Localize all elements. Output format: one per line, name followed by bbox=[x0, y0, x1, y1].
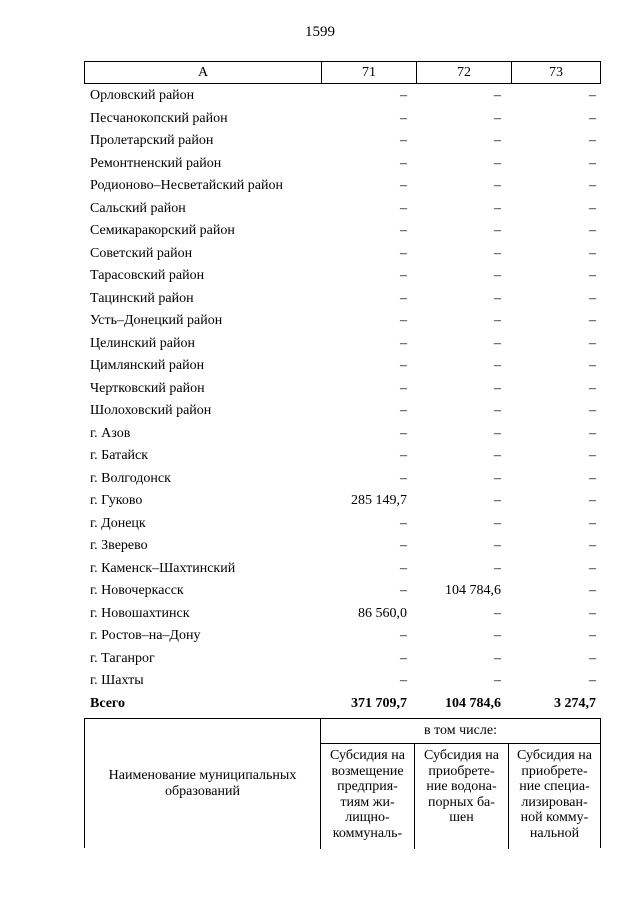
header-text-line: возмещение bbox=[331, 763, 404, 779]
value-col-71: – bbox=[400, 110, 407, 126]
value-col-71: – bbox=[400, 313, 407, 329]
value-col-73: – bbox=[589, 403, 596, 419]
value-col-71: – bbox=[400, 425, 407, 441]
municipality-name: Родионово–Несветайский район bbox=[90, 178, 283, 194]
value-col-72: – bbox=[494, 650, 501, 666]
header-text-line: Субсидия на bbox=[424, 748, 499, 763]
value-col-73: – bbox=[589, 178, 596, 194]
municipality-name: Семикаракорский район bbox=[90, 223, 235, 239]
header-text-line: лизирован- bbox=[521, 794, 588, 810]
header-col-73: 73 bbox=[549, 64, 563, 80]
municipality-name: Орловский район bbox=[90, 88, 195, 104]
header-col-72: 72 bbox=[417, 62, 512, 83]
value-col-73: – bbox=[589, 583, 596, 599]
header-text-line: тиям жи- bbox=[340, 794, 395, 810]
table-row bbox=[84, 175, 601, 198]
municipality-name: г. Шахты bbox=[90, 673, 144, 689]
municipality-name: г. Новошахтинск bbox=[90, 605, 190, 621]
municipality-name: г. Новочеркасск bbox=[90, 583, 184, 599]
header-text-line: порных ба- bbox=[428, 794, 495, 810]
subsidy-col-1-header bbox=[321, 744, 415, 849]
total-row bbox=[84, 693, 601, 716]
header-text-line: ние водона- bbox=[426, 779, 497, 794]
value-col-71: – bbox=[400, 133, 407, 149]
value-col-71: – bbox=[400, 200, 407, 216]
value-col-71: – bbox=[400, 560, 407, 576]
value-col-71: 86 560,0 bbox=[358, 605, 407, 621]
municipality-name: Сальский район bbox=[90, 200, 186, 216]
value-col-72: – bbox=[494, 155, 501, 171]
value-col-73: – bbox=[589, 673, 596, 689]
value-col-73: – bbox=[589, 425, 596, 441]
municipality-name: г. Таганрог bbox=[90, 650, 155, 666]
value-col-72: – bbox=[494, 200, 501, 216]
header-text-line: ние специа- bbox=[519, 779, 590, 794]
table-row bbox=[84, 468, 601, 491]
value-col-72: – bbox=[494, 380, 501, 396]
municipality-name: Целинский район bbox=[90, 335, 195, 351]
municipality-name: Тацинский район bbox=[90, 290, 194, 306]
value-col-73: – bbox=[589, 538, 596, 554]
municipality-name: г. Волгодонск bbox=[90, 470, 171, 486]
table-row bbox=[84, 378, 601, 401]
value-col-73: – bbox=[589, 110, 596, 126]
value-col-71: – bbox=[400, 538, 407, 554]
value-col-72: – bbox=[494, 628, 501, 644]
value-col-72: – bbox=[494, 88, 501, 104]
value-col-73: – bbox=[589, 650, 596, 666]
table-header-row bbox=[84, 61, 601, 84]
value-col-72: – bbox=[494, 313, 501, 329]
value-col-72: – bbox=[494, 538, 501, 554]
table-row bbox=[84, 198, 601, 221]
value-col-72: – bbox=[494, 605, 501, 621]
header-col-71: 71 bbox=[322, 62, 417, 83]
table-row bbox=[84, 580, 601, 603]
municipality-name: Всего bbox=[90, 695, 125, 711]
table-row bbox=[84, 535, 601, 558]
municipality-name: Цимлянский район bbox=[90, 358, 205, 374]
value-col-72: – bbox=[494, 425, 501, 441]
value-col-73: – bbox=[589, 245, 596, 261]
municipality-name: Советский район bbox=[90, 245, 193, 261]
value-col-71: – bbox=[400, 673, 407, 689]
value-col-71: – bbox=[400, 380, 407, 396]
value-col-73: – bbox=[589, 223, 596, 239]
table-row bbox=[84, 243, 601, 266]
value-col-73: 3 274,7 bbox=[554, 695, 596, 711]
value-col-71: 371 709,7 bbox=[351, 695, 407, 711]
table-row bbox=[84, 490, 601, 513]
value-col-72: – bbox=[494, 268, 501, 284]
header-text-line: Субсидия на bbox=[517, 748, 592, 763]
value-col-71: – bbox=[400, 290, 407, 306]
table-row bbox=[84, 670, 601, 693]
table-row bbox=[84, 153, 601, 176]
value-col-73: – bbox=[589, 628, 596, 644]
municipality-name: Тарасовский район bbox=[90, 268, 205, 284]
value-col-73: – bbox=[589, 200, 596, 216]
value-col-73: – bbox=[589, 155, 596, 171]
table-row bbox=[84, 648, 601, 671]
subsidy-col-2-header bbox=[415, 744, 509, 849]
table-row bbox=[84, 445, 601, 468]
table-row bbox=[84, 333, 601, 356]
value-col-73: – bbox=[589, 133, 596, 149]
municipality-name: г. Каменск–Шахтинский bbox=[90, 560, 236, 576]
table-row bbox=[84, 265, 601, 288]
value-col-72: – bbox=[494, 245, 501, 261]
value-col-72: – bbox=[494, 560, 501, 576]
table-body bbox=[84, 85, 601, 715]
value-col-73: – bbox=[589, 335, 596, 351]
value-col-72: – bbox=[494, 470, 501, 486]
table-row bbox=[84, 423, 601, 446]
municipality-name: г. Донецк bbox=[90, 515, 146, 531]
value-col-73: – bbox=[589, 268, 596, 284]
value-col-71: – bbox=[400, 650, 407, 666]
value-col-73: – bbox=[589, 470, 596, 486]
header-text-line: ной комму- bbox=[520, 810, 589, 825]
value-col-71: – bbox=[400, 628, 407, 644]
value-col-71: – bbox=[400, 470, 407, 486]
municipality-name: Песчанокопский район bbox=[90, 110, 228, 126]
header-text-line: лищно- bbox=[345, 810, 390, 825]
value-col-71: – bbox=[400, 178, 407, 194]
municipality-name: Усть–Донецкий район bbox=[90, 313, 223, 329]
value-col-71: – bbox=[400, 223, 407, 239]
header-text-line: нальной bbox=[529, 825, 580, 841]
value-col-73: – bbox=[589, 605, 596, 621]
municipality-name: г. Азов bbox=[90, 425, 131, 441]
continuation-header-table bbox=[84, 718, 601, 848]
subsidy-col-3-header bbox=[509, 744, 600, 849]
value-col-72: – bbox=[494, 178, 501, 194]
value-col-72: – bbox=[494, 358, 501, 374]
header-text-line: коммуналь- bbox=[332, 825, 403, 841]
municipal-names-header: Наименование муниципальных образований bbox=[85, 719, 321, 849]
value-col-72: – bbox=[494, 335, 501, 351]
value-col-73: – bbox=[589, 358, 596, 374]
header-text-line: приобрете- bbox=[428, 763, 495, 779]
value-col-71: – bbox=[400, 88, 407, 104]
header-text-line: предприя- bbox=[337, 779, 398, 794]
value-col-71: 285 149,7 bbox=[351, 493, 407, 509]
municipality-name: Чертковский район bbox=[90, 380, 205, 396]
value-col-72: – bbox=[494, 673, 501, 689]
value-col-73: – bbox=[589, 448, 596, 464]
value-col-71: – bbox=[400, 155, 407, 171]
value-col-71: – bbox=[400, 515, 407, 531]
value-col-72: – bbox=[494, 133, 501, 149]
value-col-71: – bbox=[400, 583, 407, 599]
value-col-71: – bbox=[400, 358, 407, 374]
table-row bbox=[84, 310, 601, 333]
value-col-72: – bbox=[494, 448, 501, 464]
value-col-73: – bbox=[589, 290, 596, 306]
header-text-line: шен bbox=[449, 810, 474, 825]
municipality-name: Пролетарский район bbox=[90, 133, 214, 149]
table-row bbox=[84, 625, 601, 648]
page-number: 1599 bbox=[305, 24, 335, 40]
municipality-name: Шолоховский район bbox=[90, 403, 212, 419]
table-row bbox=[84, 513, 601, 536]
header-col-a: A bbox=[85, 62, 322, 83]
value-col-73: – bbox=[589, 560, 596, 576]
value-col-72: – bbox=[494, 403, 501, 419]
value-col-73: – bbox=[589, 493, 596, 509]
value-col-72: – bbox=[494, 290, 501, 306]
table-row bbox=[84, 130, 601, 153]
municipality-name: г. Гуково bbox=[90, 493, 143, 509]
value-col-71: – bbox=[400, 268, 407, 284]
table-row bbox=[84, 220, 601, 243]
table-row bbox=[84, 558, 601, 581]
header-text-line: приобрете- bbox=[521, 763, 588, 779]
value-col-72: – bbox=[494, 493, 501, 509]
municipality-name: г. Ростов–на–Дону bbox=[90, 628, 201, 644]
header-text-line: Субсидия на bbox=[330, 748, 405, 763]
municipality-name: Ремонтненский район bbox=[90, 155, 222, 171]
value-col-73: – bbox=[589, 515, 596, 531]
value-col-72: – bbox=[494, 223, 501, 239]
value-col-71: – bbox=[400, 335, 407, 351]
table-row bbox=[84, 288, 601, 311]
value-col-73: – bbox=[589, 380, 596, 396]
municipality-name: г. Батайск bbox=[90, 448, 149, 464]
value-col-73: – bbox=[589, 88, 596, 104]
value-col-71: – bbox=[400, 403, 407, 419]
value-col-71: – bbox=[400, 448, 407, 464]
value-col-73: – bbox=[589, 313, 596, 329]
table-row bbox=[84, 85, 601, 108]
table-row bbox=[84, 603, 601, 626]
value-col-72: 104 784,6 bbox=[445, 695, 501, 711]
value-col-72: – bbox=[494, 515, 501, 531]
value-col-71: – bbox=[400, 245, 407, 261]
value-col-72: 104 784,6 bbox=[445, 583, 501, 599]
table-row bbox=[84, 108, 601, 131]
municipality-name: г. Зверево bbox=[90, 538, 148, 554]
table-row bbox=[84, 355, 601, 378]
table-row bbox=[84, 400, 601, 423]
including-header: в том числе: bbox=[321, 719, 600, 744]
value-col-72: – bbox=[494, 110, 501, 126]
